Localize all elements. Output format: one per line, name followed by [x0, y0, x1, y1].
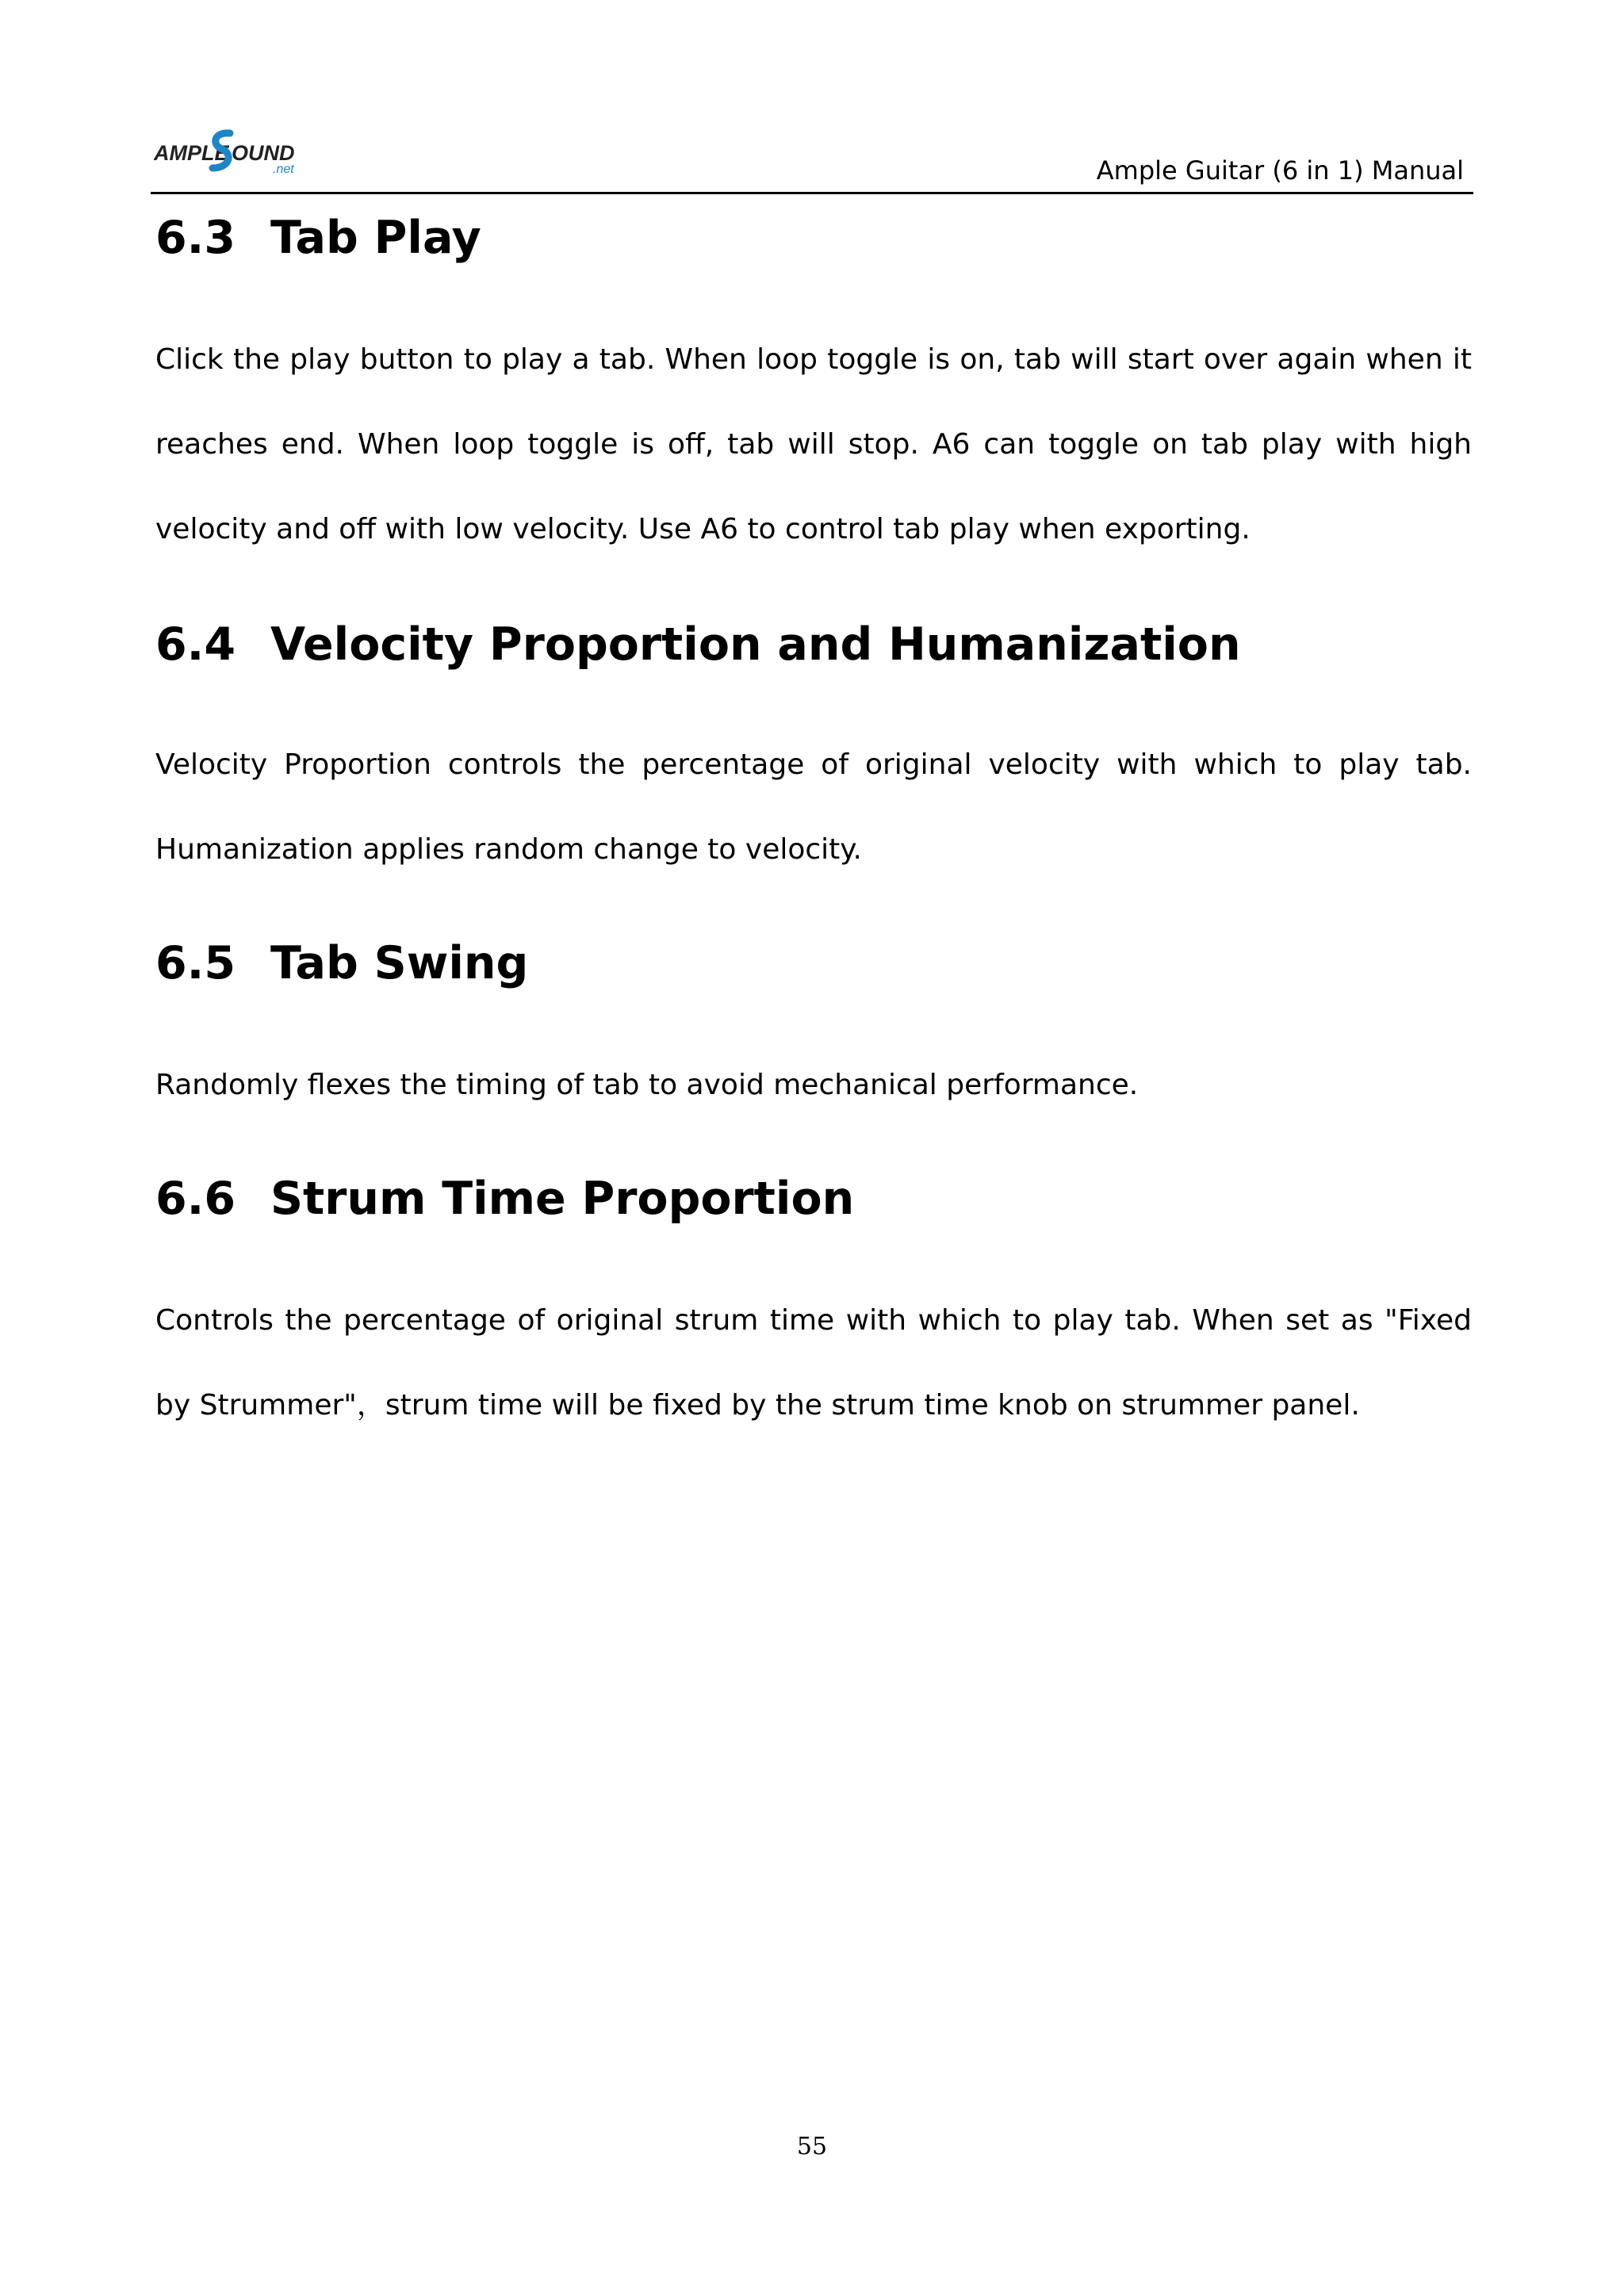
section-title: Strum Time Proportion — [270, 1173, 855, 1225]
page-content — [155, 198, 1472, 1448]
page-number: 55 — [796, 2133, 828, 2160]
logo-text-right: OUND — [232, 141, 295, 165]
section-number: 6.5 — [155, 937, 236, 989]
section-heading — [155, 198, 1472, 277]
section-title: Tab Play — [270, 212, 481, 264]
ample-sound-logo — [154, 125, 304, 176]
section-velocity-proportion — [155, 605, 1472, 892]
section-heading — [155, 1159, 1472, 1238]
section-body: Randomly flexes the timing of tab to avoid mechanical performance. — [155, 1069, 1139, 1101]
page-header — [151, 119, 1473, 194]
manual-title: Ample Guitar (6 in 1) Manual — [1096, 155, 1464, 186]
section-number: 6.4 — [155, 618, 236, 671]
section-title: Tab Swing — [270, 937, 529, 989]
section-tab-play — [155, 198, 1472, 572]
section-number: 6.6 — [155, 1173, 236, 1225]
section-body: Click the play button to play a tab. When loop toggle is on, tab will start over again when it reaches end. When loop toggle is off, tab will stop. A6 can toggle on tab play with high velocity and off with low velocity. Use A6 to control tab play when exporting. — [155, 343, 1472, 545]
section-body: Controls the percentage of original strum time with which to play tab. When set as "Fixed by Strummer"，strum time will be fixed by the strum time knob on strummer panel. — [155, 1304, 1472, 1422]
section-tab-swing — [155, 924, 1472, 1127]
logo-text-left: AMPLE — [154, 141, 229, 165]
section-strum-time-proportion — [155, 1159, 1472, 1448]
section-heading — [155, 605, 1472, 684]
section-title: Velocity Proportion and Humanization — [270, 618, 1241, 671]
section-heading — [155, 924, 1472, 1003]
section-body: Velocity Proportion controls the percentage of original velocity with which to play tab. Humanization applies random change to velocity. — [155, 748, 1472, 866]
section-number: 6.3 — [155, 212, 236, 264]
logo-text-sub: .net — [273, 163, 294, 176]
